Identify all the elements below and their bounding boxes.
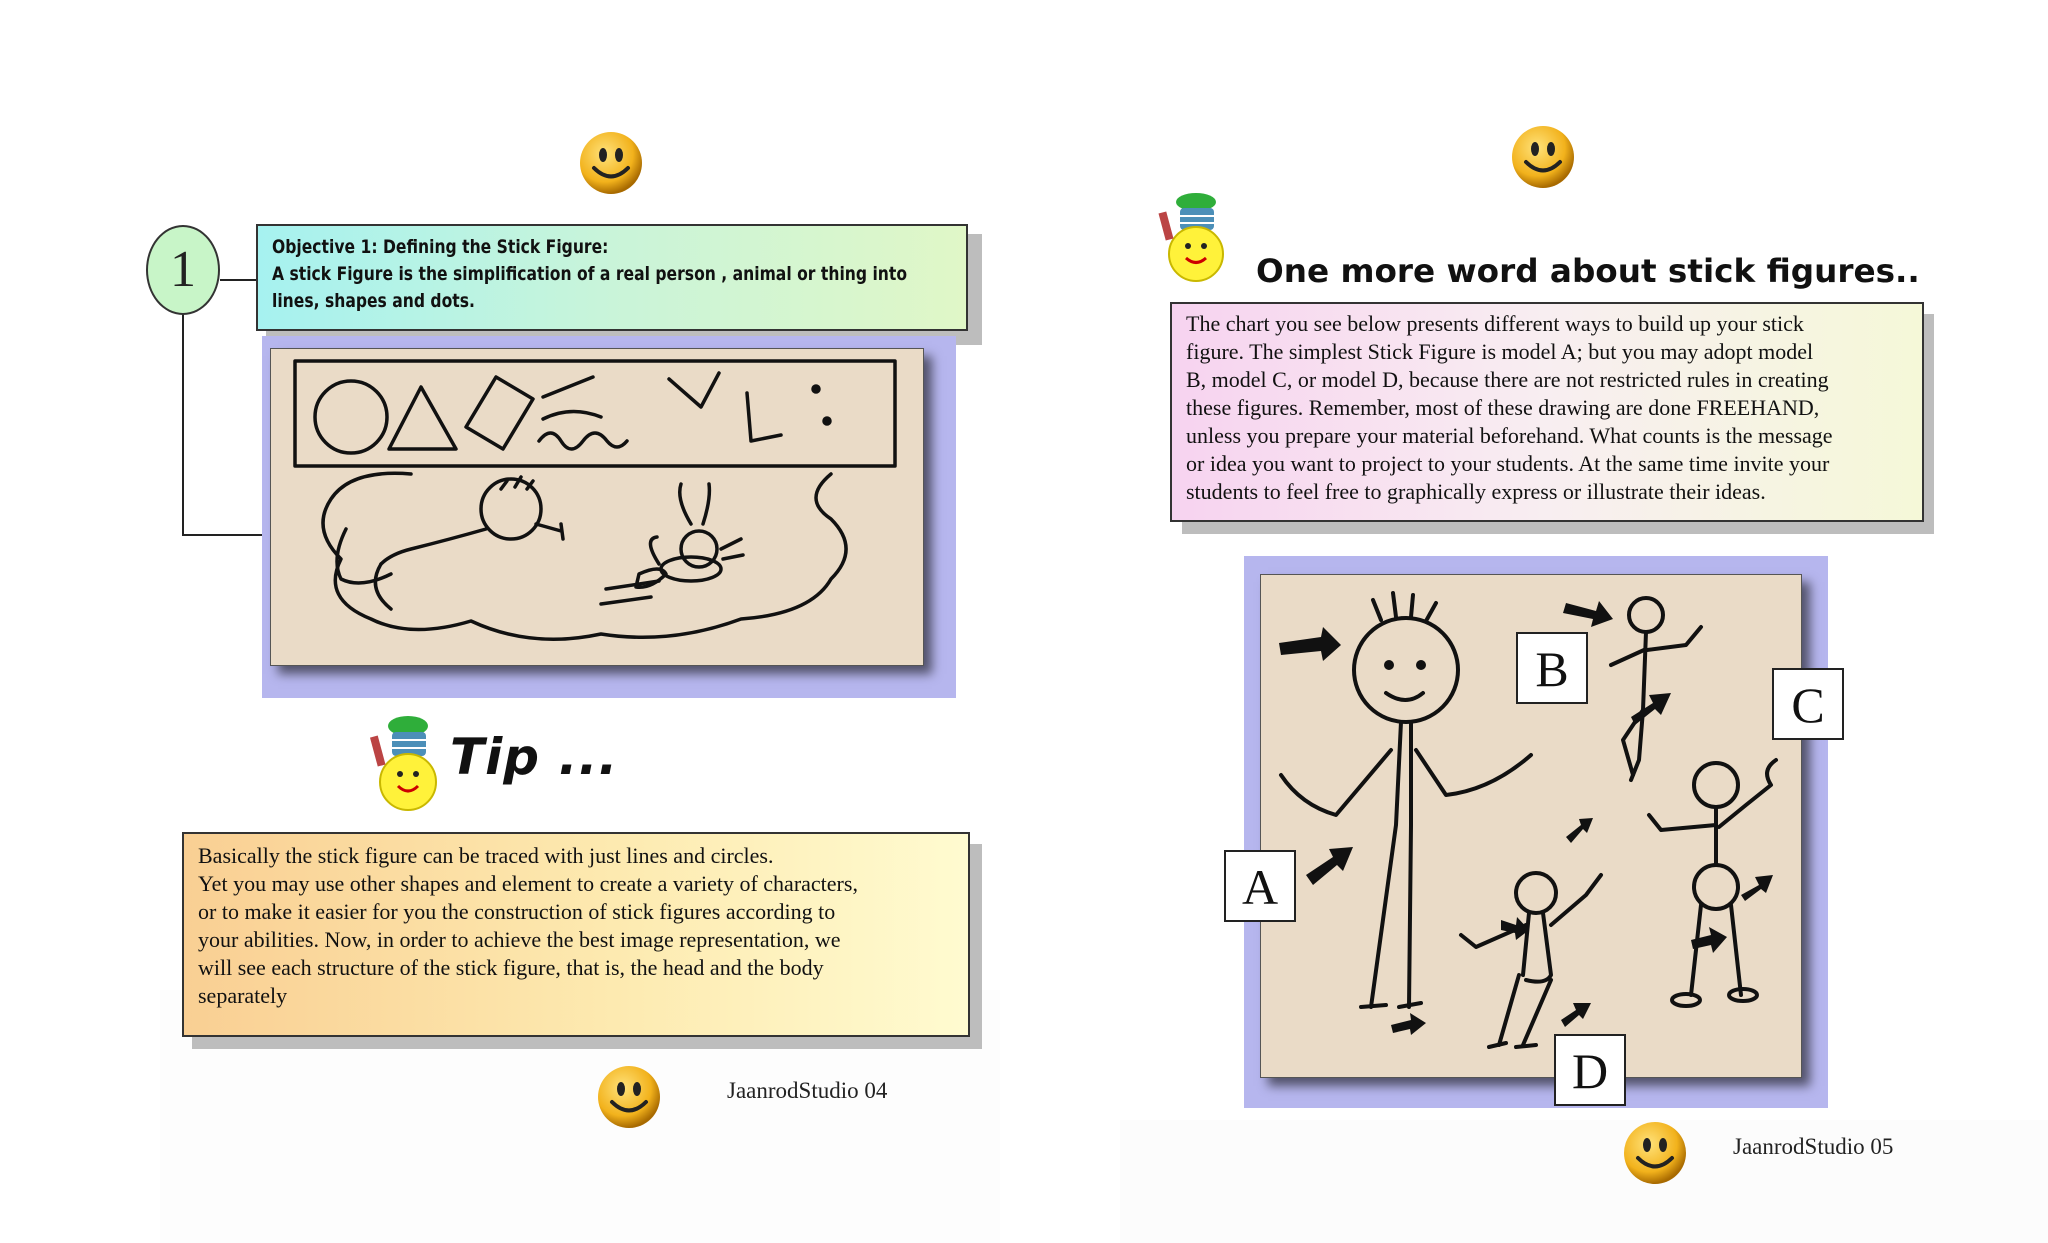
tip-line-5: will see each structure of the stick figure, that is, the head and the body — [198, 955, 824, 980]
objective-line-1: Objective 1: Defining the Stick Figure: — [272, 236, 609, 258]
tip-title: Tip ... — [450, 728, 619, 786]
section-title: One more word about stick figures.. — [1256, 252, 1920, 290]
lightbulb-icon — [1156, 190, 1230, 290]
model-label-c: C — [1772, 668, 1844, 740]
right-page — [1120, 1120, 2048, 1243]
smiley-icon — [1510, 124, 1576, 190]
model-label-b: B — [1516, 632, 1588, 704]
chart-line-2: figure. The simplest Stick Figure is model A; but you may adopt model — [1186, 339, 1814, 364]
chart-line-7: students to feel free to graphically express or illustrate their ideas. — [1186, 479, 1766, 504]
objective-line-3: lines, shapes and dots. — [272, 290, 475, 312]
tip-line-6: separately — [198, 983, 288, 1008]
chart-line-3: B, model C, or model D, because there are not restricted rules in creating — [1186, 367, 1829, 392]
tip-line-3: or to make it easier for you the construction of stick figures according to — [198, 899, 836, 924]
chart-line-4: these figures. Remember, most of these drawing are done FREEHAND, — [1186, 395, 1820, 420]
chart-description-box — [1170, 302, 1924, 522]
footer-right: JaanrodStudio 05 — [1733, 1134, 1894, 1159]
shapes-illustration — [270, 348, 924, 666]
tip-box — [182, 832, 970, 1037]
smiley-icon — [596, 1064, 662, 1130]
objective-box — [256, 224, 968, 331]
smiley-icon — [578, 130, 644, 196]
objective-line-2: A stick Figure is the simplification of a real person , animal or thing into — [272, 263, 908, 285]
footer-left: JaanrodStudio 04 — [727, 1078, 888, 1103]
tip-line-1: Basically the stick figure can be traced with just lines and circles. — [198, 843, 774, 868]
chart-line-1: The chart you see below presents different ways to build up your stick — [1186, 311, 1804, 336]
smiley-icon — [1622, 1120, 1688, 1186]
chart-line-5: unless you prepare your material beforehand. What counts is the message — [1186, 423, 1833, 448]
chart-line-6: or idea you want to project to your students. At the same time invite your — [1186, 451, 1830, 476]
lightbulb-icon — [364, 712, 438, 824]
model-label-d: D — [1554, 1034, 1626, 1106]
tip-line-2: Yet you may use other shapes and element to create a variety of characters, — [198, 871, 858, 896]
objective-number-badge: 1 — [146, 225, 220, 315]
model-label-a: A — [1224, 850, 1296, 922]
stick-drawing-shapes — [271, 349, 923, 665]
tip-line-4: your abilities. Now, in order to achieve the best image representation, we — [198, 927, 841, 952]
